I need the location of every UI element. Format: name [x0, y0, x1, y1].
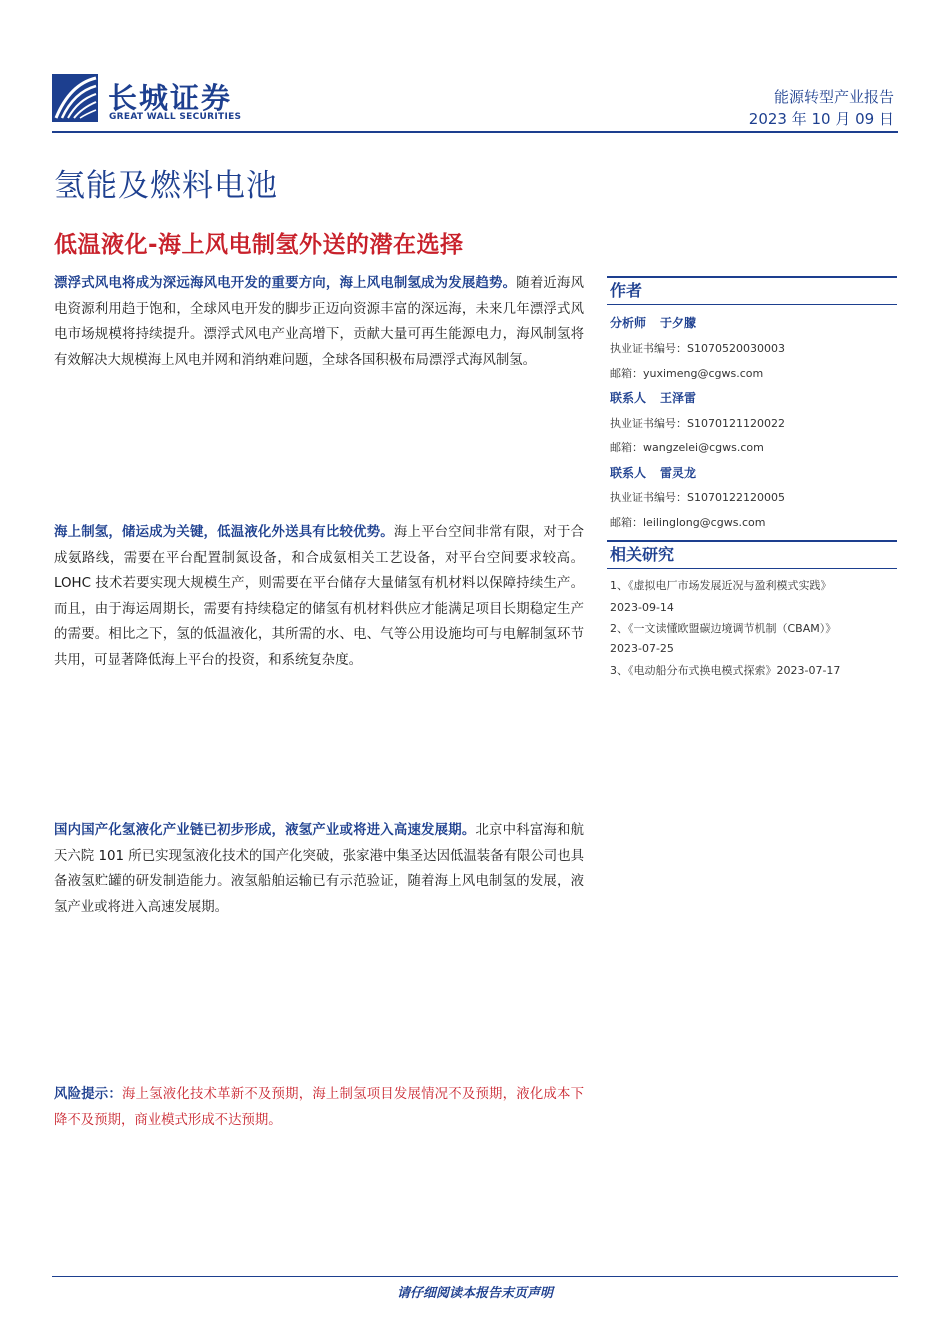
author-cert: 执业证书编号：S1070121120022 [610, 417, 785, 430]
author-name: 于夕朦 [660, 316, 697, 330]
author-2 [610, 389, 696, 406]
summary-paragraph-2 [54, 520, 584, 673]
header-divider [52, 131, 898, 133]
summary-paragraph-1 [54, 271, 584, 373]
logo-chinese-text: 长城证券 [108, 81, 233, 115]
author-name: 王泽雷 [660, 391, 697, 405]
author-cert: 执业证书编号：S1070122120005 [610, 491, 785, 504]
paragraph-lead: 国内国产化氢液化产业链已初步形成，液氢产业或将进入高速发展期。 [54, 823, 476, 838]
author-email[interactable]: 邮箱：yuximeng@cgws.com [610, 367, 764, 380]
footer-divider [52, 1276, 898, 1277]
industry-title: 氢能及燃料电池 [54, 168, 278, 204]
author-email[interactable]: 邮箱：leilinglong@cgws.com [610, 516, 766, 529]
paragraph-body: 随着近海风电资源利用趋于饱和，全球风电开发的脚步正迈向资源丰富的深远海，未来几年漂浮式风电市场规模将持续提升。漂浮式风电产业高增下，贡献大量可再生能源电力，海风制氢将有效解决大规模海上风电并网和消纳难问题，全球各国积极布局漂浮式海风制氢。 [54, 276, 585, 368]
author-role: 联系人 [610, 391, 647, 405]
risk-warning [54, 1082, 584, 1133]
author-cert: 执业证书编号：S1070520030003 [610, 342, 785, 355]
risk-body: 海上氢液化技术革新不及预期，海上制氢项目发展情况不及预期，液化成本下降不及预期，商业模式形成不达预期。 [54, 1087, 585, 1128]
paragraph-body: 海上平台空间非常有限，对于合成氨路线，需要在平台配置制氮设备，和合成氨相关工艺设备，对平台空间要求较高。LOHC 技术若要实现大规模生产，则需要在平台储存大量储氢有机材料以保障持续生产。而且，由于海运周期长，需要有持续稳定的储氢有机材料供应才能满足项目长期稳定生产的需要。相比之下，氢的低温液化，其所需的水、电、气等公用设施均可与电解制氢环节共用，可显著降低海上平台的投资，和系统复杂度。 [54, 525, 584, 668]
related-research-panel [607, 540, 897, 680]
risk-lead: 风险提示： [54, 1087, 122, 1102]
author-role: 联系人 [610, 466, 647, 480]
company-logo [52, 74, 252, 126]
author-email[interactable]: 邮箱：wangzelei@cgws.com [610, 441, 764, 454]
paragraph-body: 北京中科富海和航天六院 101 所已实现氢液化技术的国产化突破，张家港中集圣达因低温装备有限公司也具备液氢贮罐的研发制造能力。液氢船舶运输已有示范验证，随着海上风电制氢的发展，液氢产业或将进入高速发展期。 [54, 823, 585, 915]
summary-paragraph-3 [54, 818, 584, 920]
report-type: 能源转型产业报告 [773, 88, 894, 106]
paragraph-lead: 海上制氢，储运成为关键，低温液化外送具有比较优势。 [54, 525, 394, 540]
footer-disclaimer: 请仔细阅读本报告末页声明 [396, 1286, 553, 1301]
author-1 [610, 314, 696, 331]
paragraph-lead: 漂浮式风电将成为深远海风电开发的重要方向，海上风电制氢成为发展趋势。 [54, 276, 517, 291]
author-name: 雷灵龙 [660, 466, 697, 480]
research-item-1-date: 2023-09-14 [610, 601, 674, 614]
research-item-2-date: 2023-07-25 [610, 642, 674, 655]
logo-english-text: GREAT WALL SECURITIES [109, 112, 242, 122]
research-item-1[interactable]: 1、《虚拟电厂市场发展近况与盈利模式实践》 [610, 579, 832, 592]
great-wall-logo-icon [52, 74, 98, 122]
author-role: 分析师 [610, 316, 647, 330]
research-item-2[interactable]: 2、《一文读懂欧盟碳边境调节机制（CBAM）》 [610, 622, 837, 635]
author-3 [610, 464, 696, 481]
research-heading: 相关研究 [607, 540, 897, 569]
report-date: 2023 年 10 月 09 日 [748, 110, 894, 128]
authors-panel [607, 276, 897, 532]
report-title: 低温液化-海上风电制氢外送的潜在选择 [54, 232, 464, 258]
authors-heading: 作者 [607, 276, 897, 305]
research-item-3[interactable]: 3、《电动船分布式换电模式探索》2023-07-17 [610, 664, 841, 677]
